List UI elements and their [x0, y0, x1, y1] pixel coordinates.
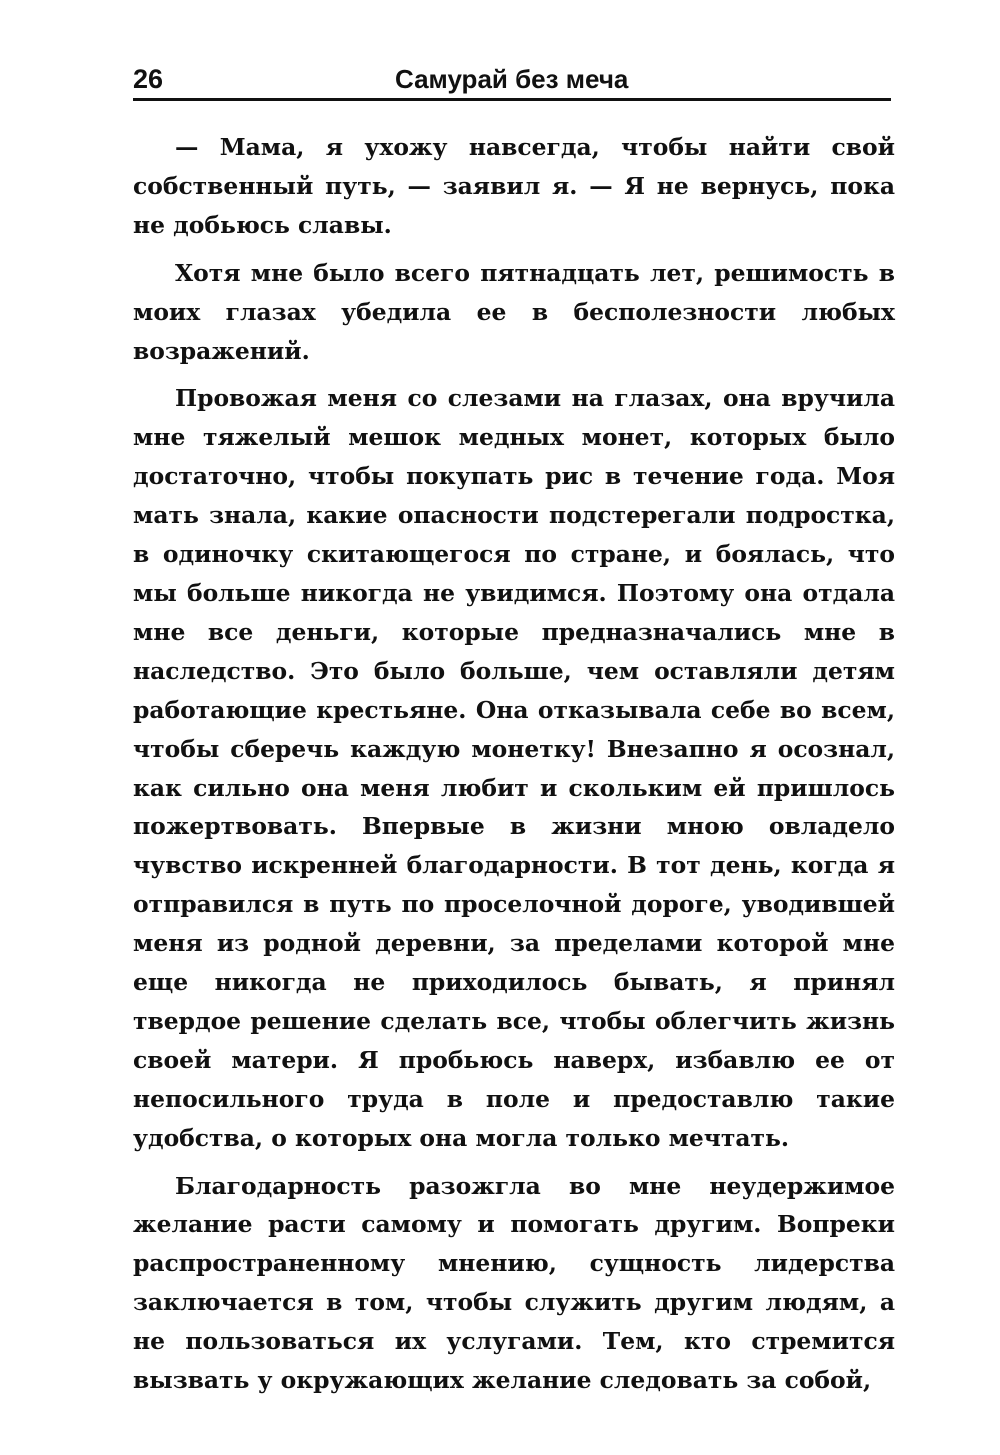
paragraph-4: Благодарность разожгла во мне неудержимое желание расти самому и помогать другим. Вопреки распространенному мнению, сущность лидерства заключается в том, чтобы служить другим людям, а не пользоваться их услугами. Тем, кто стремится вызвать у окружающих желание следовать за собой,: [133, 1171, 895, 1395]
running-head: [133, 62, 891, 101]
paragraph-1: — Мама, я ухожу навсегда, чтобы найти свой собственный путь, — заявил я. — Я не вернусь, пока не добьюсь славы.: [133, 133, 895, 239]
book-title: Самурай без меча: [395, 64, 629, 94]
paragraph-2: Хотя мне было всего пятнадцать лет, решимость в моих глазах убедила ее в бесполезности любых возражений.: [133, 258, 895, 365]
paragraph-3: Провожая меня со слезами на глазах, она вручила мне тяжелый мешок медных монет, которых было достаточно, чтобы покупать рис в течение года. Моя мать знала, какие опасности подстерегали подростка, в одиночку скитающегося по стране, и боялась, что мы больше никогда не увидимся. Поэтому она отдала мне все деньги, которые предназначались мне в наследство. Это было больше, чем оставляли детям работающие крестьяне. Она отказывала себе во всем, чтобы сберечь каждую монетку! Внезапно я осознал, как сильно она меня любит и скольким ей пришлось пожертвовать. Впервые в жизни мною овладело чувство искренней благодарности. В тот день, когда я отправился в путь по проселочной дороге, уводившей меня из родной деревни, за пределами которой мне еще никогда не приходилось бывать, я принял твердое решение сделать все, чтобы облегчить жизнь своей матери. Я пробьюсь наверх, избавлю ее от непосильного труда в поле и предоставлю такие удобства, о которых она могла только мечтать.: [133, 384, 895, 1152]
page-number: 26: [133, 64, 164, 94]
body-text: [133, 128, 895, 1409]
